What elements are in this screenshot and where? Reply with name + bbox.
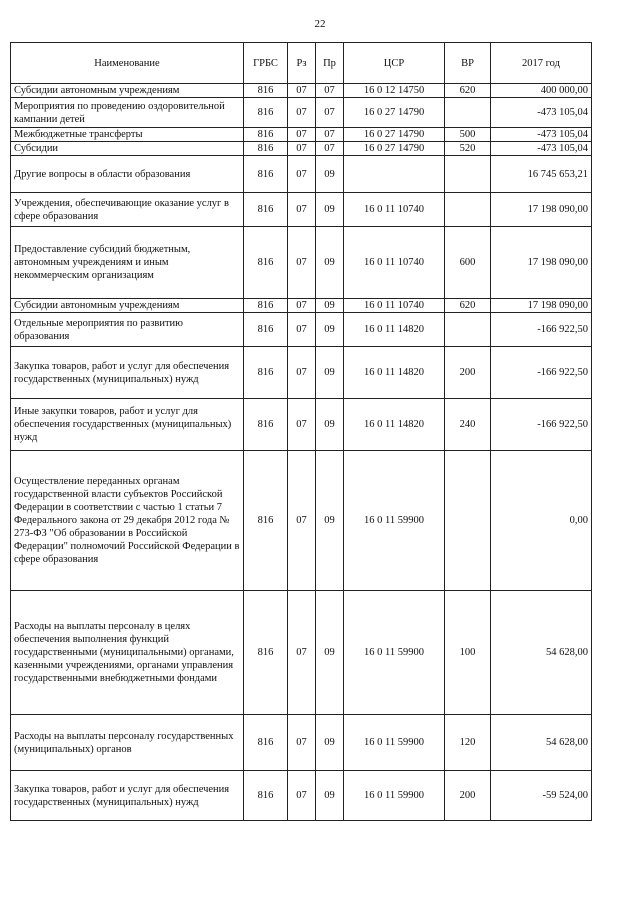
cell-grbs: 816 [244, 227, 288, 299]
cell-csr: 16 0 27 14790 [344, 128, 445, 142]
cell-amount: 54 628,00 [491, 715, 592, 771]
cell-grbs: 816 [244, 347, 288, 399]
table-row [11, 142, 592, 156]
cell-grbs: 816 [244, 771, 288, 821]
cell-name: Предоставление субсидий бюджетным, автономным учреждениям и иным некоммерческим организациям [11, 227, 244, 299]
cell-grbs: 816 [244, 299, 288, 313]
header-row [11, 43, 592, 84]
cell-amount: 16 745 653,21 [491, 156, 592, 193]
cell-pr: 09 [316, 399, 344, 451]
cell-name: Субсидии [11, 142, 244, 156]
cell-csr: 16 0 27 14790 [344, 142, 445, 156]
cell-pr: 09 [316, 193, 344, 227]
cell-pr: 07 [316, 128, 344, 142]
cell-vr [445, 98, 491, 128]
cell-name: Межбюджетные трансферты [11, 128, 244, 142]
table-row [11, 313, 592, 347]
cell-pr: 07 [316, 98, 344, 128]
cell-amount: 400 000,00 [491, 84, 592, 98]
cell-amount: -473 105,04 [491, 142, 592, 156]
cell-csr: 16 0 12 14750 [344, 84, 445, 98]
cell-rz: 07 [288, 84, 316, 98]
table-row [11, 299, 592, 313]
cell-grbs: 816 [244, 128, 288, 142]
cell-vr: 500 [445, 128, 491, 142]
table-row [11, 347, 592, 399]
cell-amount: 17 198 090,00 [491, 227, 592, 299]
cell-rz: 07 [288, 771, 316, 821]
table-row [11, 98, 592, 128]
cell-pr: 09 [316, 771, 344, 821]
cell-grbs: 816 [244, 84, 288, 98]
budget-table [10, 42, 592, 821]
cell-grbs: 816 [244, 591, 288, 715]
cell-name: Иные закупки товаров, работ и услуг для обеспечения государственных (муниципальных) нужд [11, 399, 244, 451]
cell-amount: 54 628,00 [491, 591, 592, 715]
cell-pr: 07 [316, 84, 344, 98]
cell-rz: 07 [288, 715, 316, 771]
header-name: Наименование [11, 43, 244, 84]
cell-pr: 09 [316, 347, 344, 399]
header-year: 2017 год [491, 43, 592, 84]
cell-name: Мероприятия по проведению оздоровительной кампании детей [11, 98, 244, 128]
page-number: 22 [314, 18, 326, 30]
cell-rz: 07 [288, 399, 316, 451]
cell-pr: 09 [316, 715, 344, 771]
table-row [11, 193, 592, 227]
cell-rz: 07 [288, 591, 316, 715]
header-rz: Рз [288, 43, 316, 84]
cell-rz: 07 [288, 347, 316, 399]
cell-vr: 520 [445, 142, 491, 156]
cell-vr [445, 193, 491, 227]
cell-grbs: 816 [244, 142, 288, 156]
cell-pr: 09 [316, 299, 344, 313]
cell-csr: 16 0 27 14790 [344, 98, 445, 128]
cell-csr: 16 0 11 14820 [344, 313, 445, 347]
cell-amount: -473 105,04 [491, 128, 592, 142]
table-row [11, 771, 592, 821]
cell-grbs: 816 [244, 193, 288, 227]
cell-csr: 16 0 11 10740 [344, 227, 445, 299]
cell-pr: 09 [316, 156, 344, 193]
cell-name: Отдельные мероприятия по развитию образования [11, 313, 244, 347]
table-row [11, 128, 592, 142]
cell-vr: 600 [445, 227, 491, 299]
cell-csr: 16 0 11 59900 [344, 771, 445, 821]
cell-rz: 07 [288, 128, 316, 142]
cell-csr: 16 0 11 10740 [344, 299, 445, 313]
cell-csr: 16 0 11 10740 [344, 193, 445, 227]
table-row [11, 84, 592, 98]
cell-vr: 200 [445, 347, 491, 399]
cell-amount: 17 198 090,00 [491, 193, 592, 227]
cell-rz: 07 [288, 451, 316, 591]
cell-rz: 07 [288, 142, 316, 156]
cell-csr: 16 0 11 14820 [344, 399, 445, 451]
cell-grbs: 816 [244, 156, 288, 193]
cell-rz: 07 [288, 98, 316, 128]
cell-csr: 16 0 11 59900 [344, 451, 445, 591]
cell-csr: 16 0 11 59900 [344, 591, 445, 715]
cell-grbs: 816 [244, 98, 288, 128]
cell-vr: 100 [445, 591, 491, 715]
cell-amount: -473 105,04 [491, 98, 592, 128]
cell-name: Другие вопросы в области образования [11, 156, 244, 193]
cell-name: Субсидии автономным учреждениям [11, 84, 244, 98]
table-row [11, 591, 592, 715]
cell-name: Расходы на выплаты персоналу в целях обеспечения выполнения функций государственными (муниципальными) органами, казенными учреждениями, органами управления государственными внебюджетными фондами [11, 591, 244, 715]
cell-grbs: 816 [244, 451, 288, 591]
cell-amount: 17 198 090,00 [491, 299, 592, 313]
cell-vr [445, 313, 491, 347]
cell-rz: 07 [288, 299, 316, 313]
cell-vr: 120 [445, 715, 491, 771]
cell-name: Расходы на выплаты персоналу государственных (муниципальных) органов [11, 715, 244, 771]
cell-csr: 16 0 11 14820 [344, 347, 445, 399]
cell-pr: 09 [316, 591, 344, 715]
cell-vr: 200 [445, 771, 491, 821]
cell-amount: -166 922,50 [491, 399, 592, 451]
table-row [11, 715, 592, 771]
cell-grbs: 816 [244, 715, 288, 771]
cell-pr: 09 [316, 451, 344, 591]
cell-name: Закупка товаров, работ и услуг для обеспечения государственных (муниципальных) нужд [11, 347, 244, 399]
cell-amount: -166 922,50 [491, 347, 592, 399]
table-row [11, 227, 592, 299]
cell-name: Субсидии автономным учреждениям [11, 299, 244, 313]
header-pr: Пр [316, 43, 344, 84]
cell-vr: 620 [445, 299, 491, 313]
cell-csr: 16 0 11 59900 [344, 715, 445, 771]
table-row [11, 156, 592, 193]
cell-rz: 07 [288, 227, 316, 299]
cell-name: Закупка товаров, работ и услуг для обеспечения государственных (муниципальных) нужд [11, 771, 244, 821]
cell-grbs: 816 [244, 313, 288, 347]
cell-vr [445, 451, 491, 591]
cell-csr [344, 156, 445, 193]
header-vr: ВР [445, 43, 491, 84]
cell-grbs: 816 [244, 399, 288, 451]
cell-pr: 09 [316, 313, 344, 347]
cell-vr: 240 [445, 399, 491, 451]
cell-amount: -166 922,50 [491, 313, 592, 347]
table-row [11, 451, 592, 591]
cell-name: Учреждения, обеспечивающие оказание услуг в сфере образования [11, 193, 244, 227]
header-csr: ЦСР [344, 43, 445, 84]
cell-pr: 07 [316, 142, 344, 156]
cell-vr [445, 156, 491, 193]
cell-name: Осуществление переданных органам государственной власти субъектов Российской Федерации в соответствии с частью 1 статьи 7 Федерального закона от 29 декабря 2012 года № 273-ФЗ "Об образовании в Российской Федерации" полномочий Российской Федерации в сфере образования [11, 451, 244, 591]
cell-amount: -59 524,00 [491, 771, 592, 821]
header-grbs: ГРБС [244, 43, 288, 84]
cell-rz: 07 [288, 193, 316, 227]
cell-vr: 620 [445, 84, 491, 98]
table-row [11, 399, 592, 451]
cell-rz: 07 [288, 313, 316, 347]
cell-pr: 09 [316, 227, 344, 299]
cell-amount: 0,00 [491, 451, 592, 591]
cell-rz: 07 [288, 156, 316, 193]
